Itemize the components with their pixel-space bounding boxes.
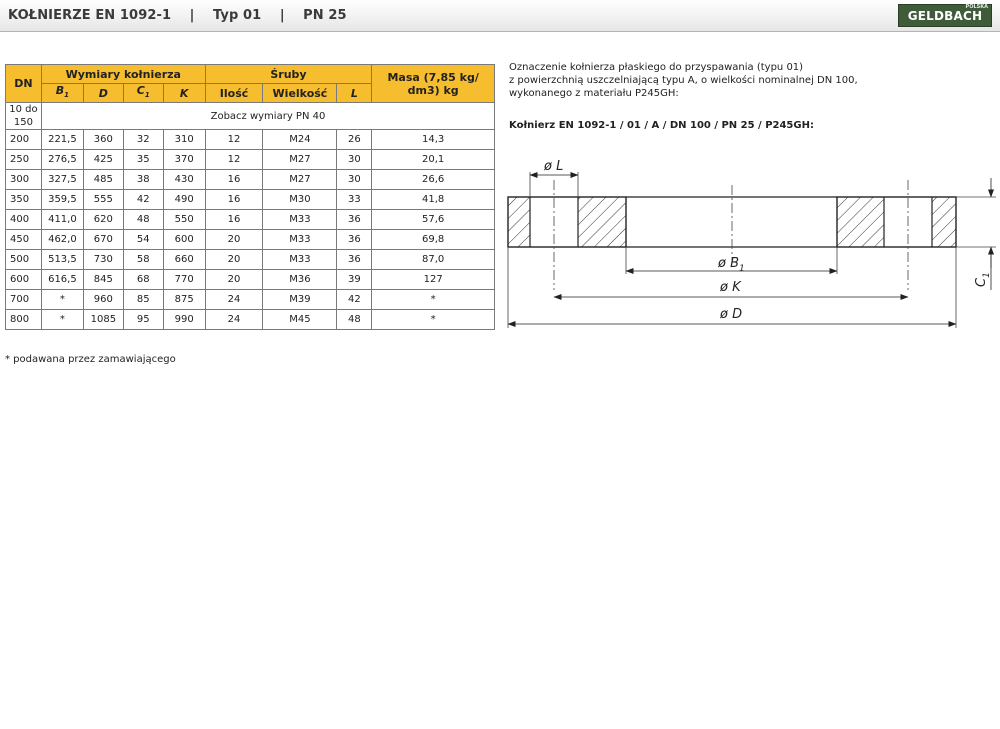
table-cell: 400 xyxy=(6,210,42,230)
label-k: ø K xyxy=(720,280,741,295)
table-cell: M33 xyxy=(263,230,337,250)
table-row xyxy=(6,230,495,250)
table-row xyxy=(6,290,495,310)
table-cell: 16 xyxy=(205,210,263,230)
table-cell: 485 xyxy=(83,170,123,190)
header-mass: Masa (7,85 kg/ dm3) kg xyxy=(372,65,495,103)
table-cell: M27 xyxy=(263,170,337,190)
table-cell: 35 xyxy=(123,150,163,170)
header-dims-group: Wymiary kołnierza xyxy=(41,65,205,84)
table-row xyxy=(6,103,495,130)
header-k: K xyxy=(163,84,205,103)
table-cell: 770 xyxy=(163,270,205,290)
table-cell: * xyxy=(372,310,495,330)
table-cell: 600 xyxy=(6,270,42,290)
table-cell: 26,6 xyxy=(372,170,495,190)
table-cell: 670 xyxy=(83,230,123,250)
header-d: D xyxy=(83,84,123,103)
table-cell: 555 xyxy=(83,190,123,210)
table-cell: 36 xyxy=(337,230,372,250)
geldbach-logo xyxy=(898,4,992,27)
table-cell: * xyxy=(41,310,83,330)
table-cell: 69,8 xyxy=(372,230,495,250)
label-b1: ø $B_1$ xyxy=(718,256,745,274)
table-cell: 42 xyxy=(337,290,372,310)
header-c1: $C_1$ xyxy=(123,84,163,103)
table-cell: 58 xyxy=(123,250,163,270)
table-cell: 39 xyxy=(337,270,372,290)
table-cell: 48 xyxy=(123,210,163,230)
table-row xyxy=(6,190,495,210)
header-bolts-group: Śruby xyxy=(205,65,372,84)
table-cell: M33 xyxy=(263,210,337,230)
table-cell: 16 xyxy=(205,190,263,210)
table-cell: 360 xyxy=(83,130,123,150)
table-cell: 800 xyxy=(6,310,42,330)
logo-brand: GELDBACH xyxy=(907,9,983,23)
table-cell: 12 xyxy=(205,150,263,170)
table-cell: 16 xyxy=(205,170,263,190)
table-cell: 616,5 xyxy=(41,270,83,290)
table-cell: 24 xyxy=(205,290,263,310)
table-cell: 20,1 xyxy=(372,150,495,170)
table-cell: 85 xyxy=(123,290,163,310)
table-cell: 38 xyxy=(123,170,163,190)
table-cell: 550 xyxy=(163,210,205,230)
table-cell: 30 xyxy=(337,150,372,170)
table-cell: 462,0 xyxy=(41,230,83,250)
table-cell: 41,8 xyxy=(372,190,495,210)
table-cell: 200 xyxy=(6,130,42,150)
table-cell: 221,5 xyxy=(41,130,83,150)
table-cell: 24 xyxy=(205,310,263,330)
table-row xyxy=(6,310,495,330)
table-cell: 42 xyxy=(123,190,163,210)
table-cell: 20 xyxy=(205,250,263,270)
description-line: z powierzchnią uszczelniającą typu A, o wielkości nominalnej DN 100, xyxy=(509,75,858,86)
footnote: * podawana przez zamawiającego xyxy=(5,354,176,365)
table-cell: 960 xyxy=(83,290,123,310)
table-cell: 20 xyxy=(205,230,263,250)
table-cell: 513,5 xyxy=(41,250,83,270)
designation-example: Kołnierz EN 1092-1 / 01 / A / DN 100 / PN 25 / P245GH: xyxy=(509,120,814,131)
table-cell: 57,6 xyxy=(372,210,495,230)
description-line: wykonanego z materiału P245GH: xyxy=(509,88,679,99)
header-size: Wielkość xyxy=(263,84,337,103)
header-dn: DN xyxy=(6,65,42,103)
table-cell: 95 xyxy=(123,310,163,330)
table-cell: * xyxy=(41,290,83,310)
table-row xyxy=(6,130,495,150)
table-cell: 845 xyxy=(83,270,123,290)
table-cell: Zobacz wymiary PN 40 xyxy=(41,103,494,130)
table-cell: 68 xyxy=(123,270,163,290)
table-cell: 327,5 xyxy=(41,170,83,190)
table-cell: 490 xyxy=(163,190,205,210)
table-cell: 370 xyxy=(163,150,205,170)
label-d: ø D xyxy=(720,307,743,322)
table-cell: 350 xyxy=(6,190,42,210)
table-cell: 359,5 xyxy=(41,190,83,210)
header-b1: $B_1$ xyxy=(41,84,83,103)
table-cell: 425 xyxy=(83,150,123,170)
logo-subtitle: POLSKA xyxy=(965,4,988,10)
table-row xyxy=(6,150,495,170)
table-cell: M33 xyxy=(263,250,337,270)
table-cell: 730 xyxy=(83,250,123,270)
table-cell: 32 xyxy=(123,130,163,150)
table-cell: 87,0 xyxy=(372,250,495,270)
table-cell: 1085 xyxy=(83,310,123,330)
table-cell: 250 xyxy=(6,150,42,170)
table-cell: 500 xyxy=(6,250,42,270)
table-cell: * xyxy=(372,290,495,310)
table-cell: M24 xyxy=(263,130,337,150)
page-title: KOŁNIERZE EN 1092-1 | Typ 01 | PN 25 xyxy=(8,8,347,23)
table-row xyxy=(6,210,495,230)
table-row xyxy=(6,270,495,290)
table-cell: 36 xyxy=(337,250,372,270)
page-header xyxy=(0,0,1000,32)
table-cell: 620 xyxy=(83,210,123,230)
table-cell: 48 xyxy=(337,310,372,330)
table-row xyxy=(6,170,495,190)
table-cell: 127 xyxy=(372,270,495,290)
table-cell: 54 xyxy=(123,230,163,250)
table-cell: 600 xyxy=(163,230,205,250)
table-cell: 450 xyxy=(6,230,42,250)
table-cell: 30 xyxy=(337,170,372,190)
table-cell: M30 xyxy=(263,190,337,210)
table-cell: 430 xyxy=(163,170,205,190)
table-cell: M36 xyxy=(263,270,337,290)
description-line: Oznaczenie kołnierza płaskiego do przyspawania (typu 01) xyxy=(509,62,804,73)
table-cell: 310 xyxy=(163,130,205,150)
table-cell: 10 do 150 xyxy=(6,103,42,130)
table-cell: 33 xyxy=(337,190,372,210)
flange-drawing xyxy=(500,150,1000,350)
table-cell: M39 xyxy=(263,290,337,310)
table-cell: 12 xyxy=(205,130,263,150)
table-row xyxy=(6,250,495,270)
table-cell: 660 xyxy=(163,250,205,270)
header-l: L xyxy=(337,84,372,103)
table-cell: 20 xyxy=(205,270,263,290)
table-cell: M45 xyxy=(263,310,337,330)
table-cell: 700 xyxy=(6,290,42,310)
table-cell: 26 xyxy=(337,130,372,150)
table-cell: 14,3 xyxy=(372,130,495,150)
header-qty: Ilość xyxy=(205,84,263,103)
table-cell: 36 xyxy=(337,210,372,230)
table-cell: 875 xyxy=(163,290,205,310)
dimensions-table xyxy=(5,64,495,330)
table-cell: 276,5 xyxy=(41,150,83,170)
label-c1: $C_1$ xyxy=(974,272,992,287)
table-cell: 411,0 xyxy=(41,210,83,230)
label-l: ø L xyxy=(544,159,564,174)
designation-description xyxy=(509,61,969,100)
table-cell: M27 xyxy=(263,150,337,170)
table-cell: 300 xyxy=(6,170,42,190)
table-cell: 990 xyxy=(163,310,205,330)
